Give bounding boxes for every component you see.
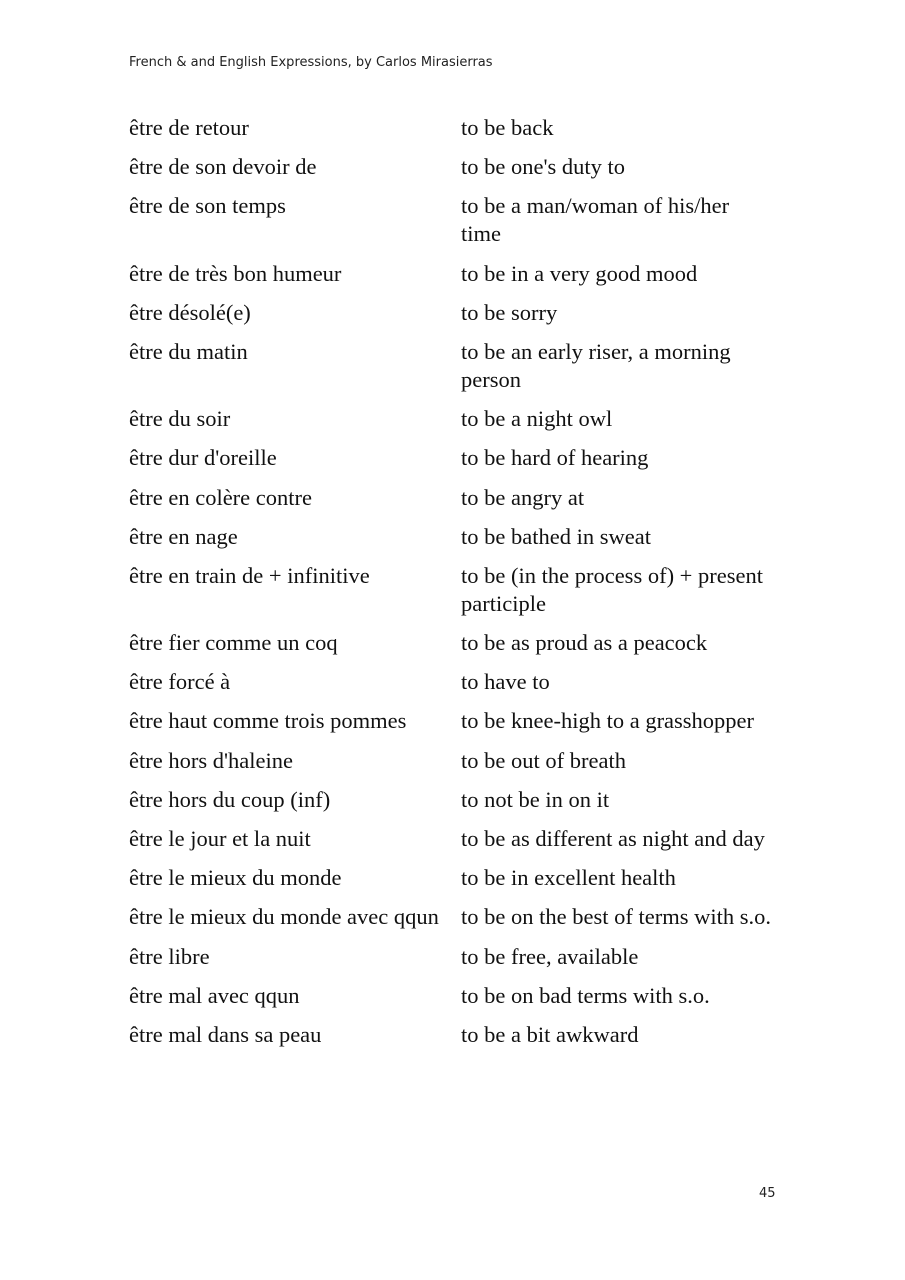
english-translation: to have to <box>461 669 550 695</box>
english-translation: to be hard of hearing <box>461 445 649 471</box>
french-expression: être mal dans sa peau <box>129 1021 322 1047</box>
french-expression: être le jour et la nuit <box>129 826 311 851</box>
expression-row <box>129 444 779 472</box>
english-translation: to be angry at <box>461 484 585 510</box>
english-translation: to be bathed in sweat <box>461 523 651 549</box>
english-translation: to be one's duty to <box>461 154 626 180</box>
french-expression: être en train de + infinitive <box>129 562 370 588</box>
french-expression: être en colère contre <box>129 484 312 510</box>
french-expression: être désolé(e) <box>129 299 251 325</box>
french-expression: être libre <box>129 943 210 969</box>
english-translation: to be on bad terms with s.o. <box>461 982 710 1008</box>
french-expression: être le mieux du monde avec qqun <box>129 904 439 930</box>
french-expression: être de son temps <box>129 193 286 219</box>
expression-row <box>129 114 779 142</box>
english-translation: to be (in the process of) + present participle <box>461 562 763 616</box>
expression-row <box>129 629 779 657</box>
french-expression: être dur d'oreille <box>129 445 277 471</box>
english-translation: to be in a very good mood <box>461 260 698 286</box>
french-expression: être en nage <box>129 523 238 549</box>
english-translation: to be in excellent health <box>461 865 676 891</box>
french-expression: être du soir <box>129 406 231 432</box>
french-expression: être forcé à <box>129 669 231 695</box>
expression-row <box>129 668 779 696</box>
french-expression: être de très bon humeur <box>129 260 342 286</box>
expression-row <box>129 523 779 551</box>
english-translation: to not be in on it <box>461 786 610 812</box>
expression-row <box>129 260 779 288</box>
french-expression: être du matin <box>129 338 248 364</box>
english-translation: to be an early riser, a morning person <box>461 338 731 392</box>
expression-row <box>129 943 779 971</box>
french-expression: être de retour <box>129 115 249 140</box>
expression-row <box>129 562 779 618</box>
french-expression: être hors d'haleine <box>129 747 293 773</box>
expression-row <box>129 192 779 248</box>
expression-row <box>129 982 779 1010</box>
expression-row <box>129 707 779 735</box>
english-translation: to be back <box>461 115 554 140</box>
expression-row <box>129 903 779 931</box>
french-expression: être de son devoir de <box>129 154 317 180</box>
expression-row <box>129 1021 779 1049</box>
expression-row <box>129 299 779 327</box>
french-expression: être mal avec qqun <box>129 982 300 1008</box>
english-translation: to be sorry <box>461 299 558 325</box>
page-number: 45 <box>759 1186 776 1201</box>
expression-list <box>129 114 779 1060</box>
expression-row <box>129 864 779 892</box>
french-expression: être fier comme un coq <box>129 630 338 656</box>
french-expression: être haut comme trois pommes <box>129 708 407 734</box>
english-translation: to be a night owl <box>461 406 613 432</box>
english-translation: to be free, available <box>461 943 639 969</box>
expression-row <box>129 825 779 853</box>
expression-row <box>129 484 779 512</box>
english-translation: to be as different as night and day <box>461 826 765 851</box>
expression-row <box>129 747 779 775</box>
expression-row <box>129 153 779 181</box>
expression-row <box>129 786 779 814</box>
french-expression: être le mieux du monde <box>129 865 342 891</box>
english-translation: to be as proud as a peacock <box>461 630 708 656</box>
english-translation: to be on the best of terms with s.o. <box>461 904 771 930</box>
english-translation: to be a man/woman of his/her time <box>461 193 730 247</box>
expression-row <box>129 405 779 433</box>
english-translation: to be out of breath <box>461 747 626 773</box>
english-translation: to be a bit awkward <box>461 1021 639 1047</box>
expression-row <box>129 338 779 394</box>
running-header: French & and English Expressions, by Carlos Mirasierras <box>129 55 493 70</box>
french-expression: être hors du coup (inf) <box>129 786 331 812</box>
english-translation: to be knee-high to a grasshopper <box>461 708 755 734</box>
